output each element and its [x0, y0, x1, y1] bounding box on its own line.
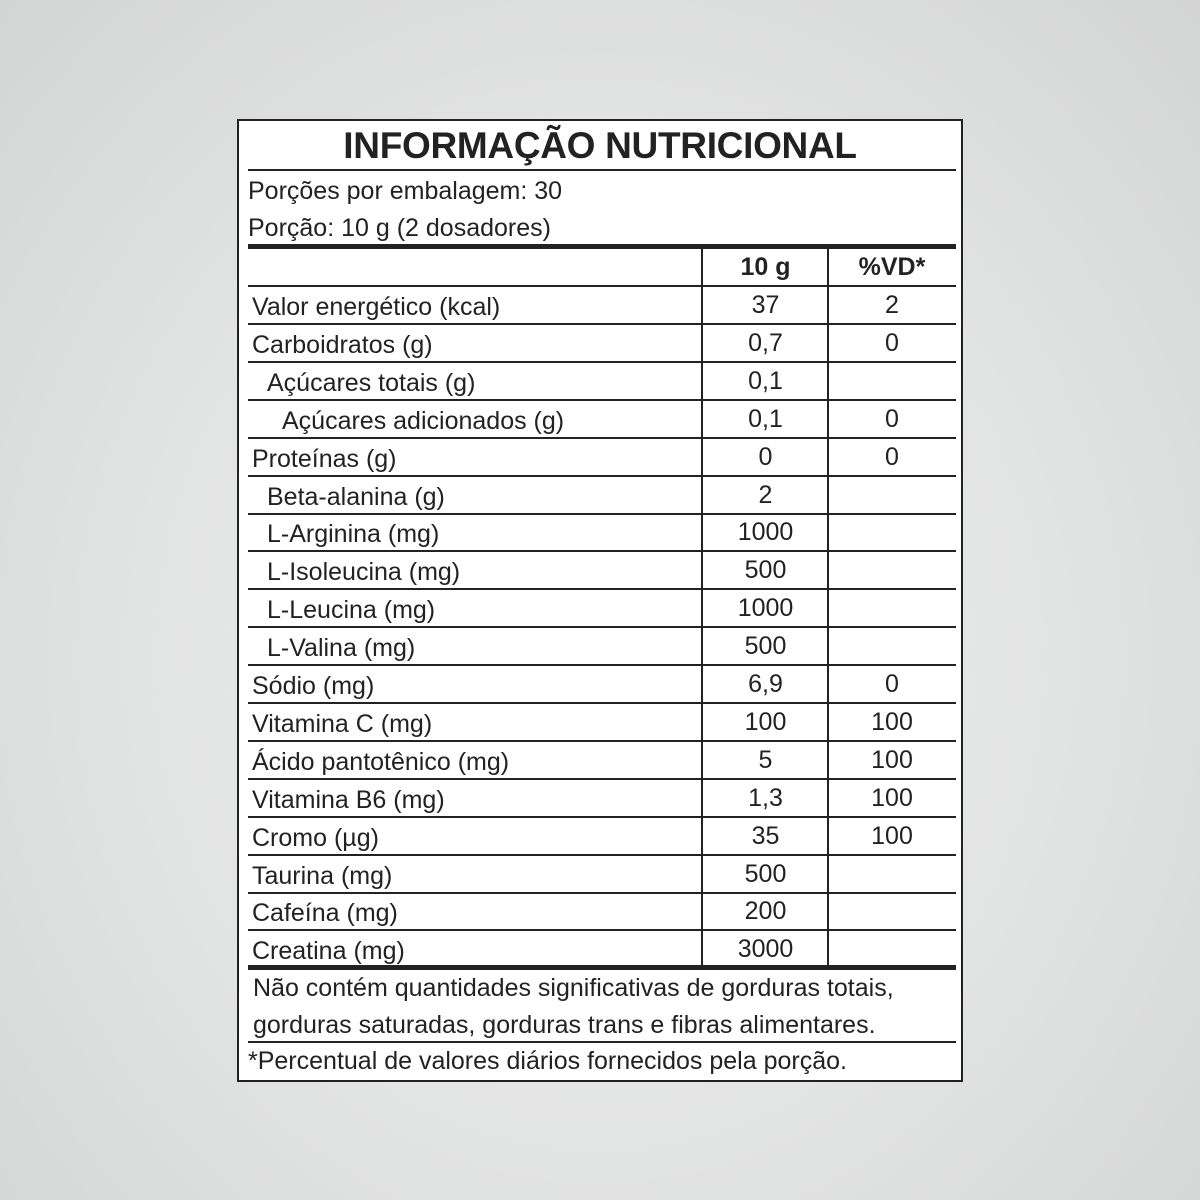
- servings-per-package: Porções por embalagem: 30: [248, 177, 563, 205]
- nutrient-name: Valor energético (kcal): [252, 293, 501, 321]
- nutrient-daily-value: 0: [885, 442, 899, 471]
- nutrient-amount: 37: [751, 291, 780, 319]
- nutrient-amount: 100: [744, 707, 787, 736]
- nutrient-name: L-Leucina (mg): [267, 596, 436, 625]
- nutrient-daily-value: [828, 552, 956, 588]
- header-amount: 10 g: [740, 253, 791, 281]
- nutrient-daily-value: 2: [885, 291, 899, 319]
- table-row: [248, 590, 956, 628]
- table-row: [248, 780, 956, 818]
- daily-value-note: *Percentual de valores diários fornecidos pela porção.: [248, 1047, 847, 1075]
- nutrient-amount: 5: [758, 745, 773, 774]
- table-row: [248, 514, 956, 552]
- amount-column-divider: [701, 249, 703, 965]
- nutrient-amount: 0: [758, 442, 773, 471]
- table-row: [248, 856, 956, 894]
- table-row: [248, 818, 956, 856]
- nutrient-daily-value: [828, 856, 956, 892]
- table-row: [248, 439, 956, 477]
- nutrient-name: Proteínas (g): [252, 444, 397, 473]
- nutrient-name: Carboidratos (g): [252, 330, 433, 359]
- nutrient-amount: 1,3: [748, 783, 783, 812]
- nutrition-facts-label: [237, 119, 963, 1082]
- nutrient-amount: 1000: [737, 518, 794, 547]
- nutrient-amount: 500: [744, 632, 787, 661]
- footnote-line-2: gorduras saturadas, gorduras trans e fibras alimentares.: [253, 1011, 876, 1039]
- nutrient-name: L-Isoleucina (mg): [267, 558, 461, 587]
- table-row: [248, 552, 956, 590]
- table-row: [248, 931, 956, 969]
- nutrient-amount: 0,1: [748, 404, 783, 433]
- nutrient-amount: 2: [758, 480, 773, 509]
- table-row: [248, 287, 956, 325]
- nutrient-daily-value: 100: [871, 745, 913, 774]
- nutrient-amount: 6,9: [748, 670, 783, 698]
- nutrient-amount: 3000: [737, 935, 794, 964]
- label-title: INFORMAÇÃO NUTRICIONAL: [343, 125, 857, 166]
- nutrient-amount: 0,1: [748, 366, 783, 395]
- nutrient-name: Creatina (mg): [252, 937, 405, 966]
- serving-size: Porção: 10 g (2 dosadores): [248, 214, 551, 242]
- nutrient-daily-value: [828, 931, 956, 967]
- nutrient-daily-value: [828, 363, 956, 399]
- nutrient-name: Açúcares totais (g): [267, 368, 476, 397]
- table-row: [248, 325, 956, 363]
- nutrient-daily-value: 100: [871, 783, 913, 812]
- nutrient-name: Taurina (mg): [252, 861, 393, 890]
- nutrient-daily-value: [828, 514, 956, 550]
- nutrient-name: Beta-alanina (g): [267, 482, 445, 511]
- nutrient-name: Sódio (mg): [252, 672, 375, 700]
- nutrient-amount: 500: [744, 556, 787, 585]
- nutrient-name: Ácido pantotênico (mg): [252, 747, 510, 776]
- nutrient-daily-value: 100: [871, 821, 913, 850]
- table-row: [248, 704, 956, 742]
- table-row: [248, 893, 956, 931]
- nutrient-amount: 200: [744, 897, 787, 926]
- table-row: [248, 401, 956, 439]
- table-row: [248, 477, 956, 515]
- nutrient-daily-value: 100: [871, 707, 913, 736]
- header-daily-value: %VD*: [858, 253, 926, 281]
- nutrient-amount: 0,7: [748, 328, 783, 357]
- nutrient-daily-value: [828, 477, 956, 513]
- nutrient-name: Vitamina C (mg): [252, 709, 433, 738]
- footnote-line-1: Não contém quantidades significativas de gorduras totais,: [253, 974, 894, 1002]
- nutrient-name: Cafeína (mg): [252, 899, 398, 928]
- table-row: [248, 742, 956, 780]
- table-row: [248, 363, 956, 401]
- nutrient-name: Cromo (µg): [252, 823, 379, 852]
- nutrient-name: Vitamina B6 (mg): [252, 785, 445, 814]
- nutrient-daily-value: [828, 628, 956, 664]
- table-row: [248, 628, 956, 666]
- nutrient-daily-value: [828, 893, 956, 929]
- nutrient-name: L-Arginina (mg): [267, 520, 440, 549]
- nutrient-daily-value: [828, 590, 956, 626]
- nutrient-amount: 1000: [737, 594, 794, 623]
- table-row: [248, 666, 956, 704]
- nutrient-amount: 500: [744, 859, 787, 888]
- nutrient-name: L-Valina (mg): [267, 634, 416, 663]
- title-divider: [248, 169, 956, 171]
- nutrient-daily-value: 0: [885, 328, 899, 357]
- nutrient-name: Açúcares adicionados (g): [282, 406, 565, 435]
- nutrient-daily-value: 0: [885, 404, 899, 433]
- dv-column-divider: [827, 249, 829, 965]
- nutrient-amount: 35: [751, 821, 780, 850]
- nutrition-table: [239, 249, 961, 965]
- nutrient-daily-value: 0: [885, 670, 899, 698]
